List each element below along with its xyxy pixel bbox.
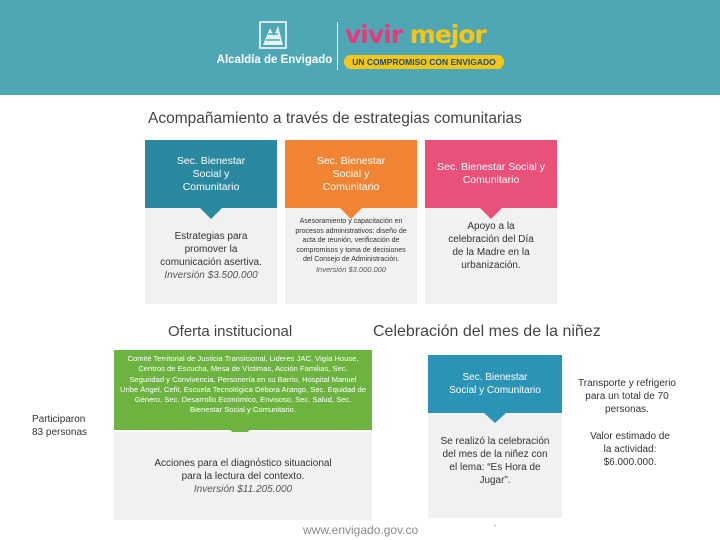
column-1-investment: Inversión $3.500.000 [164, 270, 258, 281]
vivir-mejor-logo [345, 20, 486, 50]
column-3-pointer [480, 208, 502, 219]
oferta-action-box [114, 432, 372, 520]
brand-word-mejor: mejor [409, 20, 486, 49]
column-2-body [285, 208, 417, 304]
page-title: Acompañamiento a través de estrategias comunitarias [148, 110, 522, 127]
brand-word-vivir: vivir [345, 20, 403, 49]
oferta-title: Oferta institucional [168, 323, 293, 340]
oferta-investment: Inversión $11.205.000 [193, 483, 293, 495]
footer-url-link[interactable]: www.envigado.gov.co [303, 523, 419, 537]
estimated-value-note: Valor estimado de la actividad: $6.000.000. [590, 431, 670, 468]
celebracion-pointer [484, 413, 506, 423]
column-2-pointer [340, 208, 362, 219]
oferta-partners-box: Comité Territorial de Justicia Transicional, Lideres JAC, Vigía House, Centros de Escucha, Mesa de Víctimas, Acción Familias, Sec. Seguridad y Convivencia, Personería en su Barrio, Hospital Manuel Uribe Ángel, Cefit, Escuela Tecnológica Débora Arango, Sec. Equidad de Género, Sec. Desarrollo Económico, Envisoso, Sec. Salud, Sec. Bienestar Social y Comunitario. [114, 350, 372, 430]
column-2-investment: Inversión $3.000.000 [315, 264, 387, 274]
column-1-body [145, 208, 277, 304]
column-2-text: Asesoramiento y capacitación en procesos administrativos: diseño de acta de reunión, verificación de compromisos y toma de decisiones del Consejo de Administración. [295, 218, 407, 263]
column-3-body [425, 208, 557, 304]
column-1-text: Estrategias para promover la comunicación asertiva. [160, 231, 262, 268]
transport-note: Transporte y refrigerio para un total de 70 personas. [578, 378, 676, 415]
header-banner [0, 0, 720, 95]
celebracion-body: Se realizó la celebración del mes de la niñez con el lema: “Es Hora de Jugar”. [428, 413, 562, 518]
participants-count: Participaron 83 personas [32, 414, 88, 438]
logo-divider [337, 22, 338, 70]
column-3-header: Sec. Bienestar Social y Comunitario [425, 140, 557, 208]
alcaldia-logo [212, 20, 332, 72]
celebracion-header: Sec. Bienestar Social y Comunitario [428, 355, 562, 413]
column-2-header: Sec. Bienestar Social y Comunitario [285, 140, 417, 208]
stray-dot: . [494, 519, 497, 528]
column-1-pointer [200, 208, 222, 219]
tagline-badge: UN COMPROMISO CON ENVIGADO [344, 55, 504, 69]
column-1-header: Sec. Bienestar Social y Comunitario [145, 140, 277, 208]
celebracion-title: Celebración del mes de la niñez [373, 323, 601, 340]
oferta-action-text: Acciones para el diagnóstico situacional para la lectura del contexto. [154, 457, 332, 482]
envigado-shield-icon [258, 20, 288, 50]
column-3-text: Apoyo a la celebración del Día de la Madre en la urbanización. [448, 221, 534, 271]
alcaldia-logo-text: Alcaldía de Envigado [216, 54, 333, 66]
